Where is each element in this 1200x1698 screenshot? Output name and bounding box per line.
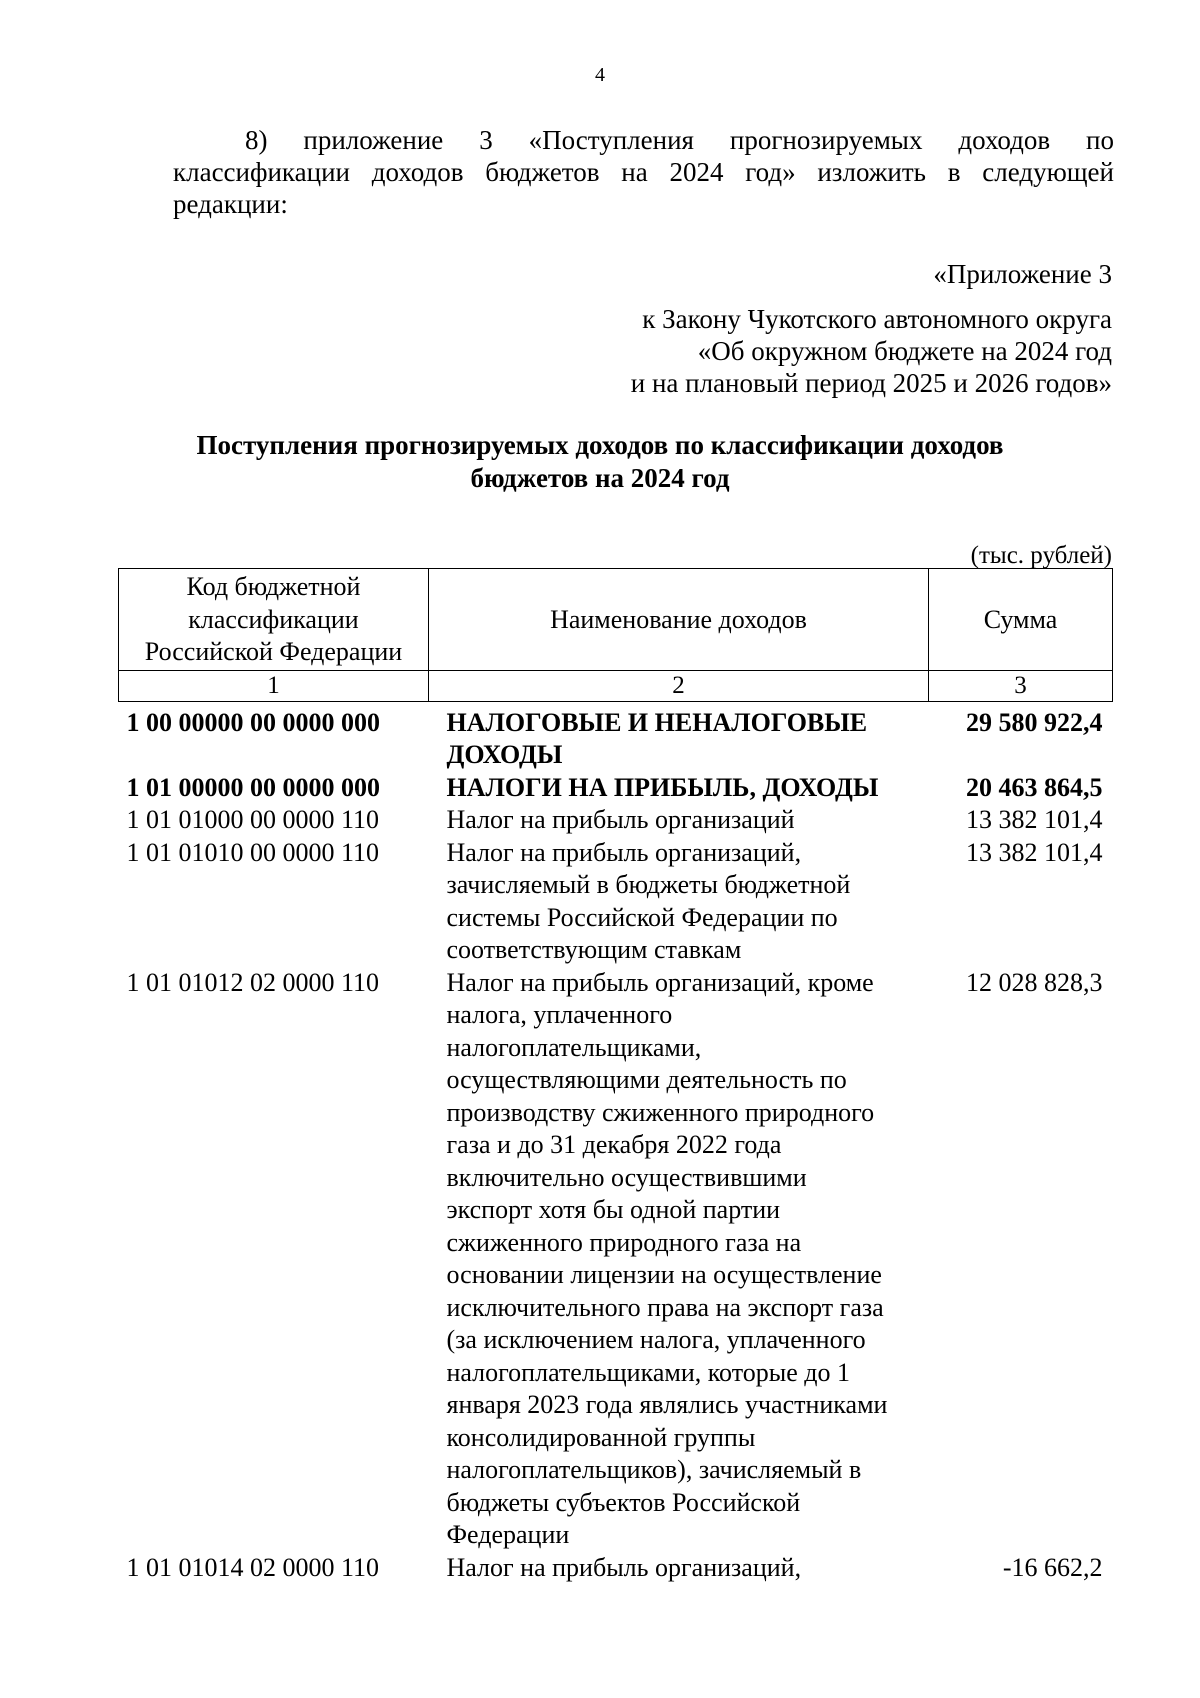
document-title-line-2: бюджетов на 2024 год: [470, 463, 730, 493]
document-title-line-1: Поступления прогнозируемых доходов по классификации доходов: [196, 430, 1004, 460]
row-name-line: включительно осуществившими: [446, 1162, 807, 1192]
table-row: [119, 701, 1113, 772]
row-name: [429, 837, 929, 967]
intro-paragraph: 8) приложение 3 «Поступления прогнозируемых доходов по классификации доходов бюджетов на 2024 год» изложить в следующей редакции:: [173, 125, 1114, 219]
row-name-line: налогоплательщиков), зачисляемый в: [446, 1455, 862, 1484]
row-name-line: Налог на прибыль организаций, кроме: [446, 967, 874, 997]
table-row: [119, 967, 1113, 1552]
row-name-line: осуществляющими деятельность по: [446, 1065, 847, 1094]
table-row: [119, 772, 1113, 805]
row-code: 1 01 01010 00 0000 110: [126, 837, 380, 867]
row-name-line: (за исключением налога, уплаченного: [446, 1325, 866, 1354]
row-amount: 13 382 101,4: [966, 805, 1103, 834]
column-number-2: 2: [429, 670, 929, 701]
row-name-line: налога, уплаченного: [446, 1000, 673, 1029]
appendix-title: «Приложение 3: [933, 259, 1112, 289]
document-title: [100, 429, 1100, 495]
row-name-line: ДОХОДЫ: [446, 740, 563, 769]
row-name-line: системы Российской Федерации по: [446, 902, 838, 932]
row-name: [429, 804, 929, 837]
row-code: 1 01 01000 00 0000 110: [126, 805, 380, 834]
row-amount: 12 028 828,3: [966, 967, 1103, 997]
row-name-line: консолидированной группы: [446, 1422, 756, 1452]
header-amount: Сумма: [929, 569, 1113, 671]
table-row: [119, 804, 1113, 837]
column-number-row: [119, 670, 1113, 701]
table-row: [119, 837, 1113, 967]
row-name-line: января 2023 года являлись участниками: [446, 1390, 888, 1419]
revenue-table: [118, 568, 1113, 1584]
appendix-line-1: к Закону Чукотского автономного округа: [642, 304, 1112, 334]
appendix-reference: [492, 258, 1112, 399]
header-code-line-3: Российской Федерации: [144, 637, 403, 666]
row-name-line: Налог на прибыль организаций,: [446, 1552, 802, 1582]
row-name: [429, 701, 929, 772]
row-name-line: НАЛОГИ НА ПРИБЫЛЬ, ДОХОДЫ: [446, 772, 879, 802]
appendix-line-2: «Об окружном бюджете на 2024 год: [697, 336, 1112, 366]
row-name-line: экспорт хотя бы одной партии: [446, 1195, 781, 1224]
column-number-1: 1: [119, 670, 429, 701]
header-code-line-2: классификации: [188, 604, 359, 634]
column-number-3: 3: [929, 670, 1113, 701]
row-code: 1 00 00000 00 0000 000: [126, 707, 380, 737]
appendix-line-3: и на плановый период 2025 и 2026 годов»: [630, 368, 1112, 398]
revenue-table-body: [119, 569, 1113, 1585]
row-amount: 13 382 101,4: [966, 837, 1103, 867]
header-name: Наименование доходов: [429, 569, 929, 671]
row-amount: 29 580 922,4: [966, 707, 1103, 737]
row-code: 1 01 01012 02 0000 110: [126, 967, 380, 997]
row-name-line: газа и до 31 декабря 2022 года: [446, 1130, 782, 1159]
header-code-line-1: Код бюджетной: [186, 572, 361, 601]
page-number: 4: [595, 64, 605, 86]
row-amount: 20 463 864,5: [966, 772, 1103, 802]
row-name-line: налогоплательщиками, которые до 1: [446, 1357, 850, 1387]
row-code: 1 01 01014 02 0000 110: [126, 1552, 380, 1582]
row-code: 1 01 00000 00 0000 000: [126, 772, 380, 802]
row-name-line: налогоплательщиками,: [446, 1032, 702, 1062]
row-name-line: Федерации: [446, 1520, 570, 1549]
units-label: (тыс. рублей): [970, 542, 1112, 569]
row-name: [429, 967, 929, 1552]
row-amount: -16 662,2: [1002, 1552, 1103, 1582]
row-name-line: бюджеты субъектов Российской: [446, 1487, 801, 1517]
row-name-line: НАЛОГОВЫЕ И НЕНАЛОГОВЫЕ: [446, 707, 868, 737]
table-row: [119, 1552, 1113, 1585]
row-name-line: Налог на прибыль организаций,: [446, 837, 802, 867]
row-name-line: зачисляемый в бюджеты бюджетной: [446, 870, 851, 899]
row-name-line: производству сжиженного природного: [446, 1097, 875, 1127]
row-name-line: основании лицензии на осуществление: [446, 1260, 882, 1289]
row-name-line: сжиженного природного газа на: [446, 1227, 802, 1257]
header-code: [119, 569, 429, 671]
row-name-line: Налог на прибыль организаций: [446, 805, 795, 834]
row-name: [429, 1552, 929, 1585]
table-header-row: [119, 569, 1113, 671]
row-name-line: исключительного права на экспорт газа: [446, 1292, 884, 1322]
row-name-line: соответствующим ставкам: [446, 935, 742, 964]
row-name: [429, 772, 929, 805]
